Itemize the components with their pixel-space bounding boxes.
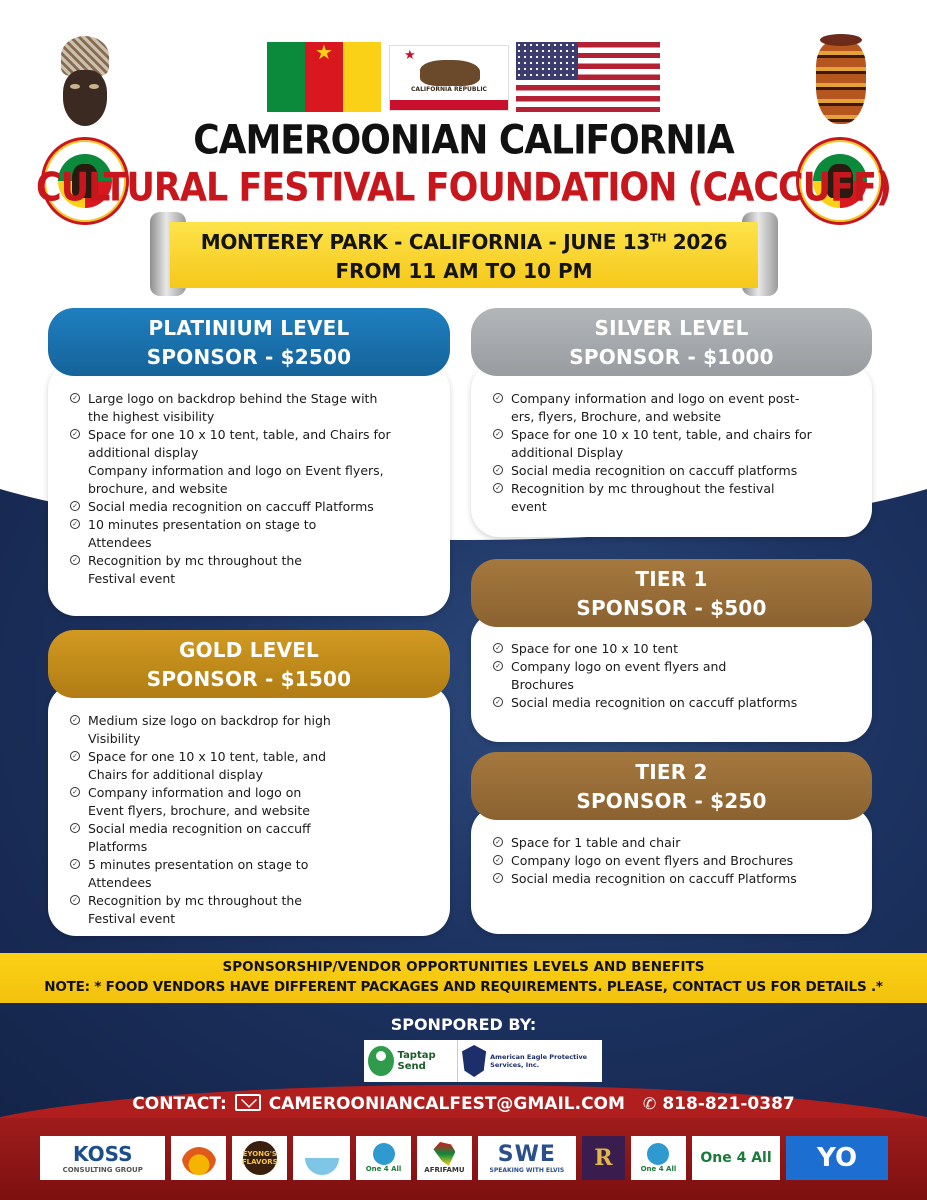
check-circle-icon: ✓ xyxy=(493,661,503,671)
sponsored-by-heading: SPONPORED BY: xyxy=(390,1015,537,1034)
taptap-icon xyxy=(368,1046,394,1076)
event-location-date: MONTEREY PARK - CALIFORNIA - JUNE 13TH 2026 xyxy=(200,230,728,254)
platinum-level-heading: PLATINIUM LEVEL SPONSOR - $2500 xyxy=(48,308,450,376)
contact-label: CONTACT: xyxy=(132,1094,227,1114)
benefit-item: ✓ Social media recognition on caccuff xyxy=(70,820,430,838)
opportunities-heading: SPONSORSHIP/VENDOR OPPORTUNITIES LEVELS AND BENEFITS xyxy=(222,959,705,975)
check-circle-icon: ✓ xyxy=(70,429,80,439)
one4all-community-logo: One 4 All xyxy=(631,1136,686,1180)
contact-line xyxy=(0,1094,927,1114)
benefit-item: Chairs for additional display xyxy=(88,767,264,782)
page-title: CAMEROONIAN CALIFORNIA xyxy=(193,117,734,164)
check-circle-icon: ✓ xyxy=(493,483,503,493)
benefit-item: Festival event xyxy=(88,911,176,926)
benefit-item: ✓ Social media recognition on caccuff platforms xyxy=(493,694,853,712)
cameroon-flag-icon: ★ xyxy=(267,42,381,112)
phone-icon: ✆ xyxy=(642,1094,657,1113)
american-eagle-logo: American Eagle Protective Services, Inc. xyxy=(458,1040,602,1082)
benefit-item: the highest visibility xyxy=(88,409,215,424)
benefit-item: ✓ Space for one 10 x 10 tent xyxy=(493,640,853,658)
r-monogram-logo: R xyxy=(582,1136,625,1180)
benefit-item: additional display xyxy=(88,445,199,460)
check-circle-icon: ✓ xyxy=(70,393,80,403)
california-flag-icon: ★ CALIFORNIA REPUBLIC xyxy=(389,45,509,111)
african-mask-icon xyxy=(55,36,115,128)
benefit-item: ✓ Space for one 10 x 10 tent, table, and chairs for xyxy=(493,426,853,444)
taptap-send-logo: Taptap Send xyxy=(364,1040,458,1082)
partner-arch-logo xyxy=(171,1136,226,1180)
partner-logos-row xyxy=(40,1136,888,1180)
check-circle-icon: ✓ xyxy=(70,555,80,565)
note-band xyxy=(0,953,927,1003)
koss-logo: KOSS CONSULTING GROUP xyxy=(40,1136,165,1180)
benefit-item: ✓ Space for 1 table and chair xyxy=(493,834,853,852)
eyongs-flavors-logo: EYONG'S FLAVORS xyxy=(232,1136,287,1180)
check-circle-icon: ✓ xyxy=(493,429,503,439)
benefit-item: ✓ Social media recognition on caccuff Platforms xyxy=(70,498,430,516)
check-circle-icon: ✓ xyxy=(70,895,80,905)
benefit-item: Event flyers, brochure, and website xyxy=(88,803,310,818)
check-circle-icon: ✓ xyxy=(493,465,503,475)
check-circle-icon: ✓ xyxy=(70,501,80,511)
check-circle-icon: ✓ xyxy=(70,751,80,761)
food-vendor-note: NOTE: * FOOD VENDORS HAVE DIFFERENT PACKAGES AND REQUIREMENTS. PLEASE, CONTACT US FOR DETAILS .* xyxy=(44,979,883,995)
benefit-item: ✓ Medium size logo on backdrop for high xyxy=(70,712,430,730)
tier1-heading: TIER 1 SPONSOR - $500 xyxy=(471,559,872,627)
check-circle-icon: ✓ xyxy=(493,837,503,847)
benefit-item: ✓ Large logo on backdrop behind the Stage with xyxy=(70,390,430,408)
check-circle-icon: ✓ xyxy=(70,859,80,869)
partner-script-logo xyxy=(293,1136,350,1180)
benefit-item: ✓ Space for one 10 x 10 tent, table, and Chairs for xyxy=(70,426,430,444)
speaking-with-elvis-logo: SWE SPEAKING WITH ELVIS xyxy=(478,1136,576,1180)
benefit-item: ✓ Company information and logo on event post- xyxy=(493,390,853,408)
benefit-item: ✓ Space for one 10 x 10 tent, table, and xyxy=(70,748,430,766)
benefit-item: brochure, and website xyxy=(88,481,228,496)
afrifamu-logo: AFRIFAMU xyxy=(417,1136,472,1180)
sponsor-logos xyxy=(364,1040,602,1082)
contact-phone[interactable]: 818-821-0387 xyxy=(662,1094,795,1114)
benefit-item: ✓ Recognition by mc throughout the festival xyxy=(493,480,853,498)
benefit-item: Brochures xyxy=(511,677,574,692)
tier1-benefits-list xyxy=(493,640,853,712)
benefit-item: ✓ Company information and logo on xyxy=(70,784,430,802)
usa-flag-icon xyxy=(516,42,660,112)
benefit-item: ✓ 10 minutes presentation on stage to xyxy=(70,516,430,534)
benefit-item: ✓ Social media recognition on caccuff Platforms xyxy=(493,870,853,888)
one4all-career-logo: One 4 All xyxy=(692,1136,780,1180)
check-circle-icon: ✓ xyxy=(493,643,503,653)
check-circle-icon: ✓ xyxy=(493,873,503,883)
benefit-item: event xyxy=(511,499,547,514)
eagle-shield-icon xyxy=(462,1045,486,1077)
check-circle-icon: ✓ xyxy=(493,393,503,403)
silver-benefits-list xyxy=(493,390,853,516)
benefit-item: ✓ Company logo on event flyers and Brochures xyxy=(493,852,853,870)
pottery-vase-icon xyxy=(812,34,870,126)
benefit-item: ✓ Recognition by mc throughout the xyxy=(70,552,430,570)
benefit-item: Company information and logo on Event flyers, xyxy=(88,463,384,478)
gold-level-heading: GOLD LEVEL SPONSOR - $1500 xyxy=(48,630,450,698)
check-circle-icon: ✓ xyxy=(70,519,80,529)
tier2-benefits-list xyxy=(493,834,853,888)
platinum-benefits-list xyxy=(70,390,430,588)
benefit-item: Festival event xyxy=(88,571,176,586)
tier2-heading: TIER 2 SPONSOR - $250 xyxy=(471,752,872,820)
check-circle-icon: ✓ xyxy=(493,697,503,707)
check-circle-icon: ✓ xyxy=(493,855,503,865)
event-time: FROM 11 AM TO 10 PM xyxy=(335,259,593,283)
benefit-item: ✓ Company logo on event flyers and xyxy=(493,658,853,676)
benefit-item: Attendees xyxy=(88,535,152,550)
check-circle-icon: ✓ xyxy=(70,787,80,797)
benefit-item: Visibility xyxy=(88,731,141,746)
one4all-employment-logo: One 4 All xyxy=(356,1136,411,1180)
check-circle-icon: ✓ xyxy=(70,715,80,725)
page-subtitle: CULTURAL FESTIVAL FOUNDATION (CACCUFF) xyxy=(36,165,891,211)
benefit-item: additional Display xyxy=(511,445,624,460)
benefit-item: ✓ Recognition by mc throughout the xyxy=(70,892,430,910)
benefit-item: Attendees xyxy=(88,875,152,890)
contact-email[interactable]: CAMEROONIANCALFEST@GMAIL.COM xyxy=(268,1094,625,1114)
yo-consulting-logo: YO xyxy=(786,1136,888,1180)
benefit-item: ✓ Social media recognition on caccuff platforms xyxy=(493,462,853,480)
silver-level-heading: SILVER LEVEL SPONSOR - $1000 xyxy=(471,308,872,376)
benefit-item: Platforms xyxy=(88,839,148,854)
benefit-item: ers, flyers, Brochure, and website xyxy=(511,409,722,424)
mail-icon xyxy=(235,1094,261,1111)
check-circle-icon: ✓ xyxy=(70,823,80,833)
california-flag-text: CALIFORNIA REPUBLIC xyxy=(411,86,487,93)
benefit-item: ✓ 5 minutes presentation on stage to xyxy=(70,856,430,874)
gold-benefits-list xyxy=(70,712,430,928)
